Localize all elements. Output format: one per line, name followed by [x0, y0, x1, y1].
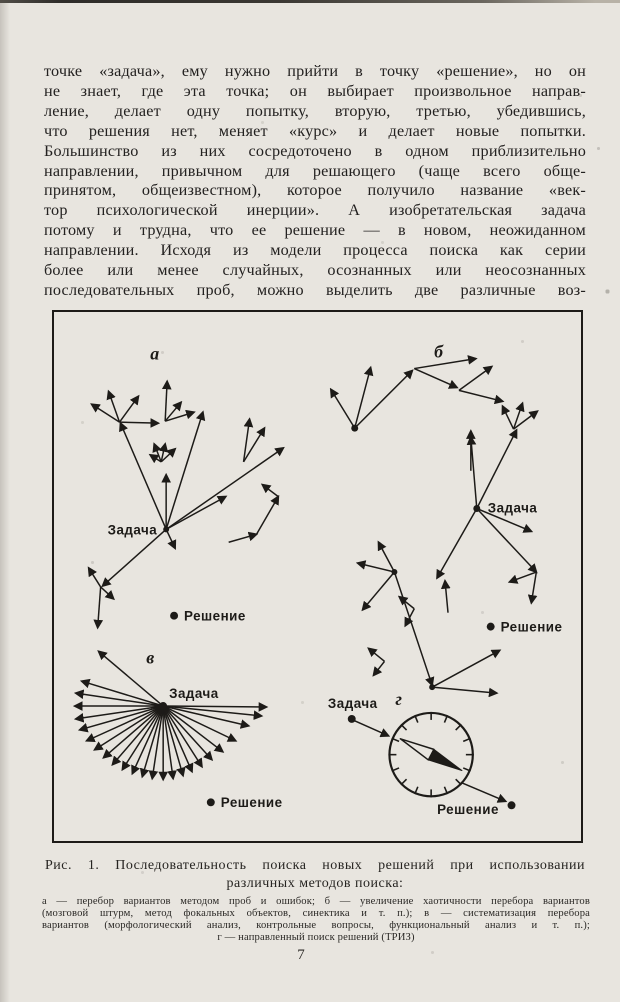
node-dot [163, 526, 169, 532]
search-arrow [405, 609, 414, 626]
search-arrow [379, 542, 395, 572]
search-arrow [459, 390, 503, 401]
search-arrow [503, 406, 514, 429]
figure-node-label: Задача [327, 696, 378, 712]
figure-panel-a [89, 381, 284, 627]
node-dot [159, 702, 167, 710]
search-arrow [432, 650, 499, 687]
footnote-line: вариантов (морфологический анализ, контрольные вопросы, функциональный анализ и т. п.); [42, 919, 590, 931]
search-arrow [82, 681, 163, 706]
search-arrow [92, 404, 120, 422]
figure-panel-b [331, 359, 563, 693]
search-arrow [262, 485, 278, 497]
search-arrow [165, 381, 167, 421]
figure-caption-line2: различных методов поиска: [226, 876, 404, 891]
search-arrow [374, 661, 385, 675]
search-arrow [244, 419, 250, 462]
node-dot [429, 684, 435, 690]
paragraph [44, 62, 586, 301]
node-dot [473, 505, 480, 512]
search-arrow [98, 587, 101, 628]
node-dot [207, 798, 215, 806]
search-arrow [477, 509, 537, 573]
figure-node-label: Задача [169, 686, 219, 702]
panel-letter-label: г [395, 689, 403, 710]
panel-letter-label: в [146, 647, 155, 668]
paragraph-line: тор психологической инерции». А изобретательская задача [44, 201, 586, 220]
node-dot [391, 569, 397, 575]
paragraph-line: ление, делает одну попытку, вторую, третью, убедившись, [44, 101, 586, 120]
compass-needle-tail [400, 739, 434, 760]
figure-caption [45, 857, 585, 893]
compass-needle-head [428, 749, 462, 770]
compass-tick [456, 779, 462, 785]
scan-left-shade [0, 0, 10, 1002]
figure-panel-v [75, 651, 283, 810]
node-dot [487, 623, 495, 631]
search-arrow [120, 423, 166, 529]
figure-panel-g [328, 696, 516, 817]
paragraph-line: принятом, общеизвестном), которое получило название «век- [44, 181, 586, 200]
search-arrow [510, 572, 537, 582]
figure-node-label: Задача [107, 522, 158, 538]
search-arrow [459, 367, 492, 391]
figure-node-label: Решение [220, 795, 283, 811]
paragraph-line: потому и трудна, что ее решение — в новом, неожиданном [44, 221, 586, 240]
search-arrow [369, 648, 385, 661]
compass-tick [401, 724, 407, 730]
figure-node-label: Решение [500, 619, 563, 635]
search-arrow [101, 587, 114, 599]
search-arrow [355, 368, 371, 429]
search-arrow [244, 428, 265, 462]
node-dot [508, 801, 516, 809]
search-arrow [256, 497, 278, 535]
node-dot [348, 715, 356, 723]
search-arrow [477, 430, 517, 508]
panel-letter-label: б [434, 341, 444, 362]
figure-diagram [54, 312, 581, 841]
figure-node-label: Решение [437, 802, 499, 818]
search-arrow [358, 563, 395, 572]
figure-footnote [42, 896, 590, 944]
node-dot [351, 425, 358, 432]
search-arrow [163, 706, 266, 707]
search-arrow [353, 720, 389, 736]
search-arrow [363, 572, 395, 610]
paragraph-line: Большинство из них сосредоточено в одном приблизительно [44, 141, 586, 160]
paragraph-line: более или менее случайных, осознанных или неосознанных [44, 261, 586, 280]
search-arrow [103, 529, 167, 586]
footnote-line: г — направленный поиск решений (ТРИЗ) [217, 931, 415, 943]
figure-node-label: Решение [184, 608, 246, 624]
paragraph-line: последовательных проб, можно выделить две различные воз- [44, 280, 586, 299]
search-arrow [461, 782, 506, 801]
search-arrow [445, 581, 448, 613]
search-arrow [531, 572, 536, 603]
search-arrow [229, 534, 257, 542]
paragraph-line: направлении, привычном для решающего (чаще всего обще- [44, 161, 586, 180]
compass-tick [401, 779, 407, 785]
paragraph-line: точке «задача», ему нужно прийти в точку «решение», но он [44, 62, 586, 80]
figure-caption-line1: Рис. 1. Последовательность поиска новых решений при использовании [45, 858, 585, 873]
search-arrow [166, 529, 175, 548]
paragraph-line: направлении. Исходя из модели процесса поиска как серии [44, 241, 586, 260]
search-arrow [414, 359, 476, 369]
search-arrow [414, 369, 457, 388]
search-arrow [109, 391, 120, 422]
figure-box [52, 310, 583, 843]
scan-top-edge [0, 0, 620, 3]
search-arrow [432, 687, 497, 693]
paragraph-line: не знает, где эта точка; он выбирает произвольное направ- [44, 81, 586, 100]
panel-letter-label: а [150, 343, 160, 364]
compass-tick [456, 724, 462, 730]
node-dot [170, 612, 178, 620]
search-arrow [120, 422, 159, 423]
search-arrow [331, 389, 355, 428]
figure-node-label: Задача [487, 500, 538, 516]
search-arrow [355, 371, 413, 429]
search-arrow [437, 509, 477, 578]
footnote-line: (мозговой штурм, метод фокальных объектов, синектика и т. п.); в — систематизация перебора [42, 907, 590, 919]
search-arrow [471, 437, 477, 508]
search-arrow [394, 572, 432, 685]
search-arrow [120, 396, 139, 422]
page-number: 7 [297, 947, 305, 963]
scan-speckles [0, 0, 1, 1]
paragraph-line: что решения нет, меняет «курс» и делает новые попытки. [44, 121, 586, 140]
footnote-line: а — перебор вариантов методом проб и ошибок; б — увеличение хаотичности перебора вариантов [42, 896, 590, 907]
search-arrow [89, 568, 101, 587]
